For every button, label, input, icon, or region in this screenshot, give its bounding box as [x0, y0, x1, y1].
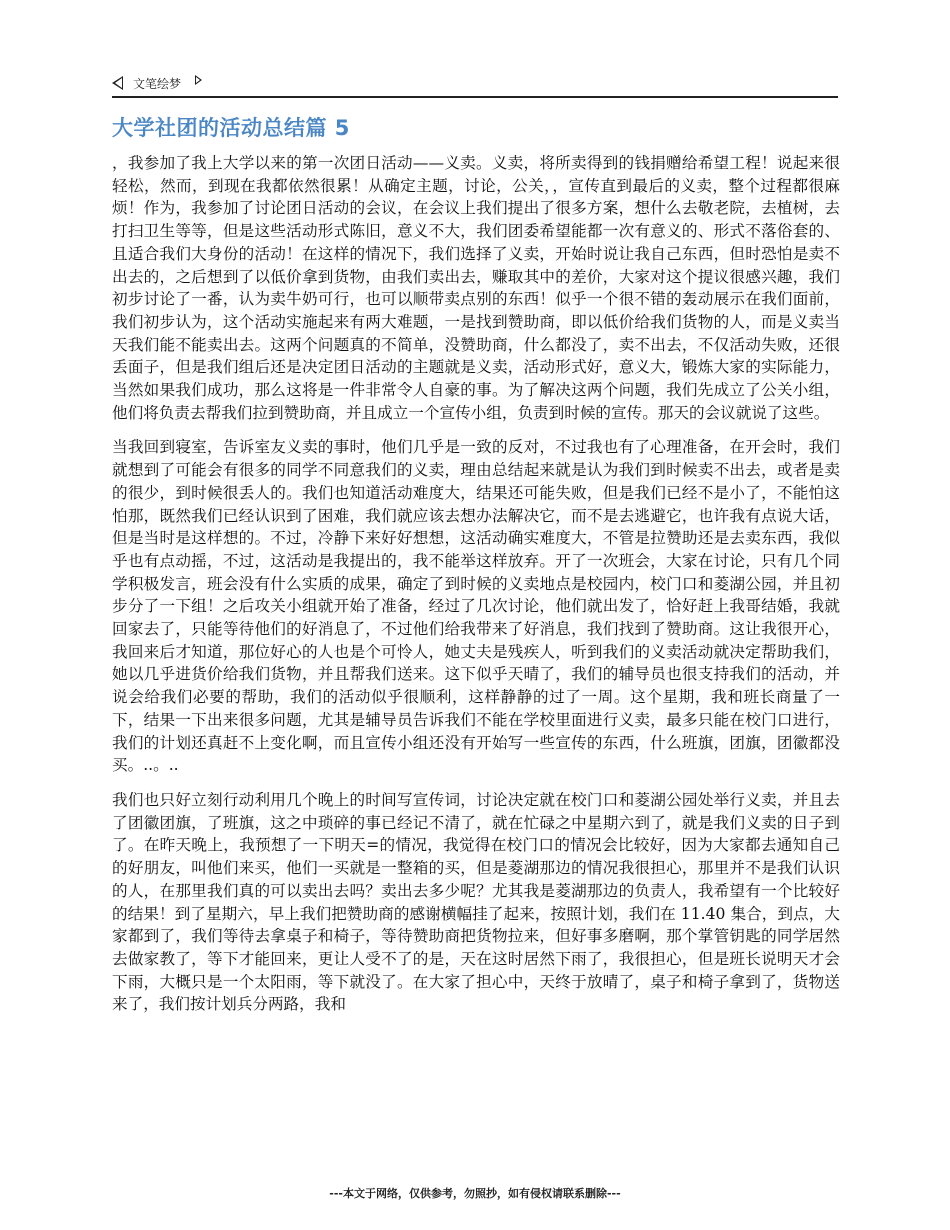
document-body	[112, 152, 840, 1028]
paragraph: ，我参加了我上大学以来的第一次团日活动——义卖。义卖，将所卖得到的钱捐赠给希望工程！说起来很轻松，然而，到现在我都依然很累！从确定主题，讨论，公关，，宣传直到最后的义卖，整个过程都很麻烦！作为，我参加了讨论团日活动的会议，在会议上我们提出了很多方案，想什么去敬老院，去植树，去打扫卫生等等，但是这些活动形式陈旧，意义不大，我们团委希望能都一次有意义的、形式不落俗套的、且适合我们大身份的活动！在这样的情况下，我们选择了义卖，开始时说让我自己东西，但时恐怕是卖不出去的，之后想到了以低价拿到货物，由我们卖出去，赚取其中的差价，大家对这个提议很感兴趣，我们初步讨论了一番，认为卖牛奶可行，也可以顺带卖点别的东西！似乎一个很不错的轰动展示在我们面前，我们初步认为，这个活动实施起来有两大难题，一是找到赞助商，即以低价给我们货物的人，而是义卖当天我们能不能卖出去。这两个问题真的不简单，没赞助商，什么都没了，卖不出去，不仅活动失败，还很丢面子，但是我们组后还是决定团日活动的主题就是义卖，活动形式好，意义大，锻炼大家的实际能力，当然如果我们成功，那么这将是一件非常令人自豪的事。为了解决这两个问题，我们先成立了公关小组，他们将负责去帮我们拉到赞助商，并且成立一个宣传小组，负责到时候的宣传。那天的会议就说了这些。	[112, 154, 840, 422]
page-title: 大学社团的活动总结篇 5	[112, 116, 350, 140]
paragraph: 当我回到寝室，告诉室友义卖的事时，他们几乎是一致的反对，不过我也有了心理准备，在开会时，我们就想到了可能会有很多的同学不同意我们的义卖，理由总结起来就是认为我们到时候卖不出去，或者是卖的很少，到时候很丢人的。我们也知道活动难度大，结果还可能失败，但是我们已经不是小了，不能怕这怕那，既然我们已经认识到了困难，我们就应该去想办法解决它，而不是去逃避它，也许我有点说大话，但是当时是这样想的。不过，冷静下来好好想想，这活动确实难度大，不管是拉赞助还是去卖东西，我似乎也有点动摇，不过，这活动是我提出的，我不能举这样放弃。开了一次班会，大家在讨论，只有几个同学积极发言，班会没有什么实质的成果，确定了到时候的义卖地点是校园内，校门口和菱湖公园，并且初步分了一下组！之后攻关小组就开始了准备，经过了几次讨论，他们就出发了，恰好赶上我哥结婚，我就回家去了，只能等待他们的好消息了，不过他们给我带来了好消息，我们找到了赞助商。这让我很开心，我回来后才知道，那位好心的人也是个可怜人，她丈夫是残疾人，听到我们的义卖活动就决定帮助我们，她以几乎进货价给我们货物，并且帮我们送来。这下似乎天晴了，我们的辅导员也很支持我们的活动，并说会给我们必要的帮助，我们的活动似乎很顺利，这样静静的过了一周。这个星期，我和班长商量了一下，结果一下出来很多问题，尤其是辅导员告诉我们不能在学校里面进行义卖，最多只能在校门口进行，我们的计划还真赶不上变化啊，而且宣传小组还没有开始写一些宣传的东西，什么班旗，团旗，团徽都没买。..。..	[112, 438, 840, 775]
triangle-right-icon	[195, 75, 202, 85]
page-footer: ---本文于网络，仅供参考，勿照抄，如有侵权请联系删除---	[329, 1187, 621, 1200]
paragraph: 我们也只好立刻行动利用几个晚上的时间写宣传词，讨论决定就在校门口和菱湖公园处举行义卖，并且去了团徽团旗，了班旗，这之中琐碎的事已经记不清了，就在忙碌之中星期六到了，就是我们义卖的日子到了。在昨天晚上，我预想了一下明天=的情况，我觉得在校门口的情况会比较好，因为大家都去通知自己的好朋友，叫他们来买，他们一买就是一整箱的买，但是菱湖那边的情况我很担心，那里并不是我们认识的人，在那里我们真的可以卖出去吗？卖出去多少呢？尤其我是菱湖那边的负责人，我希望有一个比较好的结果！到了星期六，早上我们把赞助商的感谢横幅挂了起来，按照计划，我们在 11.40 集合，到点，大家都到了，我们等待去拿桌子和椅子，等待赞助商把货物拉来，但好事多磨啊，那个掌管钥匙的同学居然去做家教了，等下才能回来，更让人受不了的是，天在这时居然下雨了，我很担心，但是班长说明天才会下雨，大概只是一个太阳雨，等下就没了。在大家了担心中，天终于放晴了，桌子和椅子拿到了，货物送来了，我们按计划兵分两路，我和	[112, 790, 840, 1014]
triangle-left-icon	[112, 76, 123, 90]
page-header	[112, 70, 838, 98]
header-brand: 文笔绘梦	[133, 76, 182, 91]
